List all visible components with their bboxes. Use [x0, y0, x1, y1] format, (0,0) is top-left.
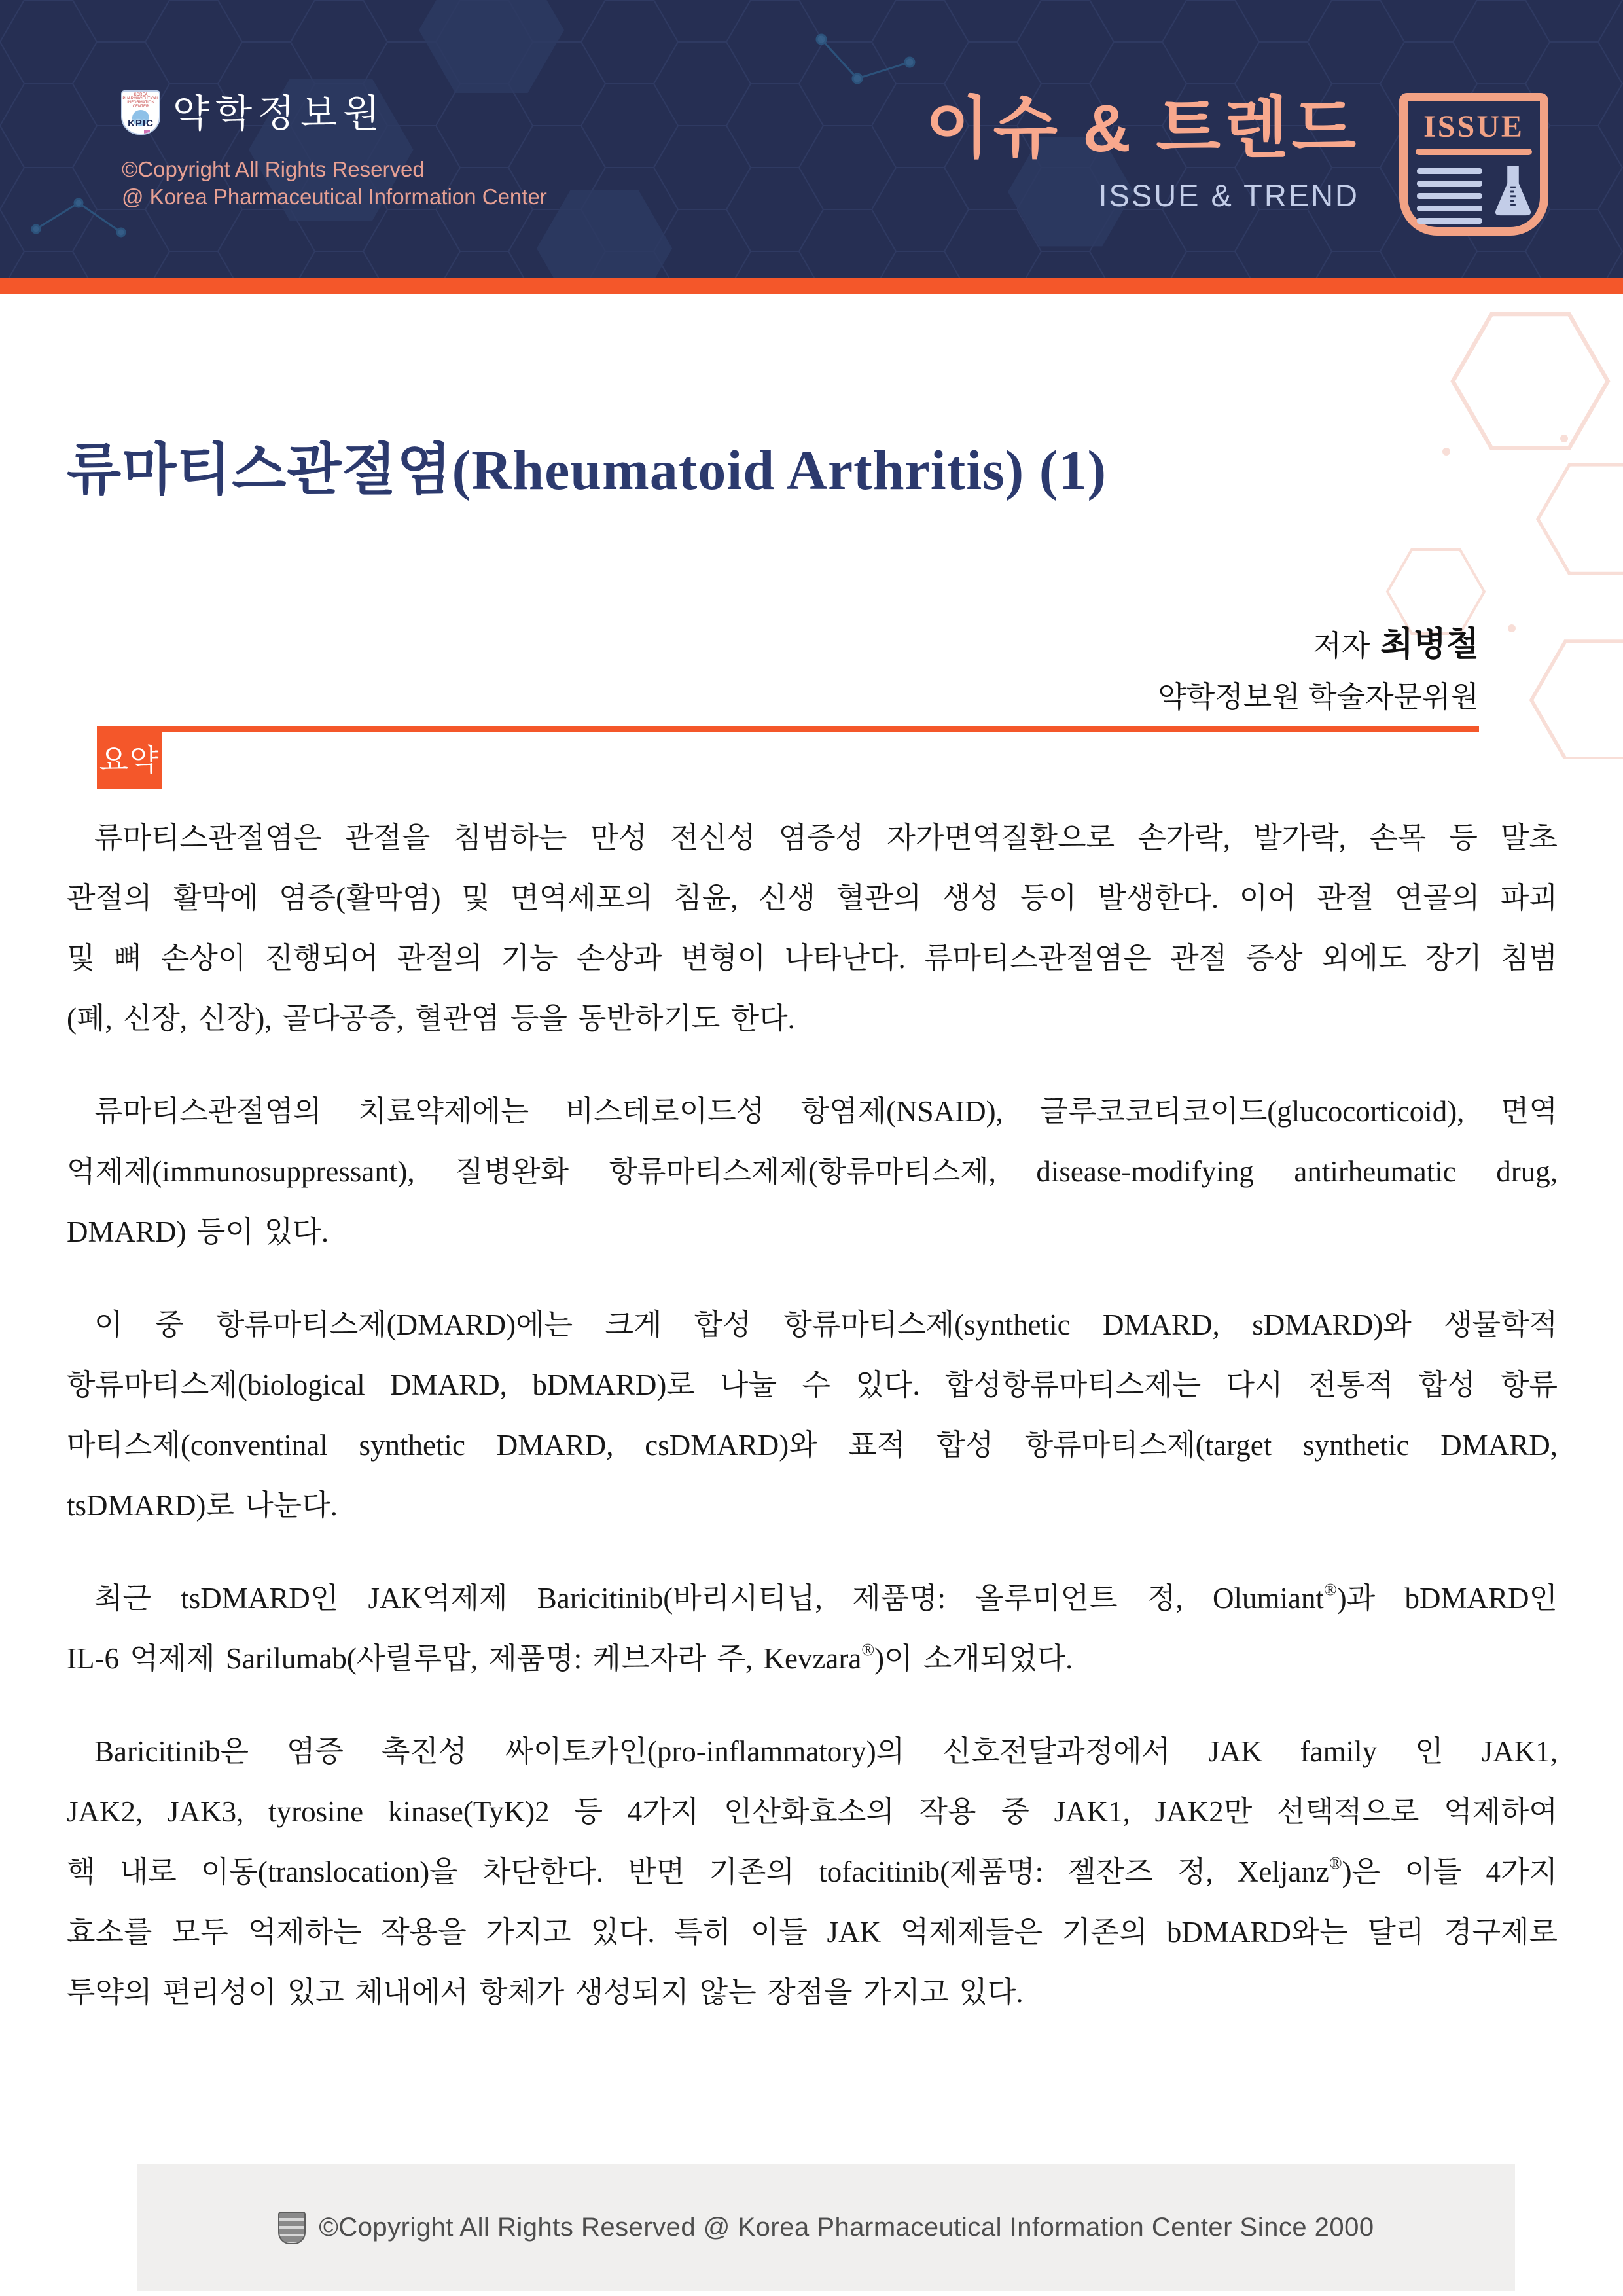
issue-badge-rule — [1416, 149, 1532, 155]
body-line: 억제제(immunosuppressant), 질병완화 항류마티스제제(항류마티스제, disease-modifying antirheumatic drug, — [67, 1155, 1558, 1188]
summary-paragraphs — [67, 808, 1558, 2022]
banner-title-korean: 이슈 & 트렌드 — [925, 91, 1359, 166]
kpic-logo-caption: KOREA PHARMACEUTICAL INFORMATION CENTER — [122, 93, 159, 109]
header-copyright — [122, 156, 547, 211]
header-copyright-line2: @ Korea Pharmaceutical Information Center — [122, 185, 547, 209]
paragraph — [67, 1568, 1558, 1689]
paragraph — [67, 1081, 1558, 1262]
kpic-logo-abbr: KPIC — [128, 118, 154, 129]
issue-badge-label: ISSUE — [1423, 109, 1524, 144]
body-line: IL-6 억제제 Sarilumab(사릴루맙, 제품명: 케브자라 주, Kevzara®)이 소개되었다. — [67, 1640, 1073, 1675]
org-name: 약학정보원 — [173, 92, 386, 135]
paragraph — [67, 808, 1558, 1049]
kpic-logo — [121, 90, 160, 135]
banner-title-english: ISSUE & TREND — [1098, 178, 1359, 213]
author-affiliation: 약학정보원 학술자문위원 — [1158, 680, 1479, 713]
body-line: JAK2, JAK3, tyrosine kinase(TyK)2 등 4가지 인산화효소의 작용 중 JAK1, JAK2만 선택적으로 억제하여 — [67, 1795, 1558, 1828]
body-line: 관절의 활막에 염증(활막염) 및 면역세포의 침윤, 신생 혈관의 생성 등이 발생한다. 이어 관절 연골의 파괴 — [67, 882, 1558, 914]
author-line — [1158, 623, 1479, 668]
body-line: 항류마티스제(biological DMARD, bDMARD)로 나눌 수 있다. 합성항류마티스제는 다시 전통적 합성 항류 — [67, 1369, 1558, 1401]
footer-shield-icon — [278, 2212, 306, 2244]
page-footer — [137, 2164, 1515, 2291]
body-line: 효소를 모두 억제하는 작용을 가지고 있다. 특히 이들 JAK 억제제들은 기존의 bDMARD와는 달리 경구제로 — [67, 1916, 1558, 1948]
page-header — [0, 0, 1623, 278]
body-line: tsDMARD)로 나눈다. — [67, 1489, 338, 1522]
author-block — [1158, 623, 1479, 716]
body-line: Baricitinib은 염증 촉진성 싸이토카인(pro-inflammatory)의 신호전달과정에서 JAK family 인 JAK1, — [94, 1735, 1558, 1768]
issue-badge-text-lines — [1417, 168, 1493, 224]
flask-icon — [1493, 164, 1533, 218]
body-line: 마티스제(conventinal synthetic DMARD, csDMARD)와 표적 합성 항류마티스제(target synthetic DMARD, — [67, 1429, 1558, 1462]
body-line: 최근 tsDMARD인 JAK억제제 Baricitinib(바리시티닙, 제품명: 올루미언트 정, Olumiant®)과 bDMARD인 — [94, 1580, 1558, 1615]
body-line: DMARD) 등이 있다. — [67, 1215, 329, 1248]
body-line: (폐, 신장, 신장), 골다공증, 혈관염 등을 동반하기도 한다. — [67, 1002, 795, 1035]
header-copyright-line1: ©Copyright All Rights Reserved — [122, 157, 425, 181]
issue-badge — [1399, 93, 1548, 236]
body-line: 류마티스관절염의 치료약제에는 비스테로이드성 항염제(NSAID), 글루코코티코이드(glucocorticoid), 면역 — [94, 1095, 1558, 1128]
author-label: 저자 — [1313, 629, 1370, 662]
footer-copyright: ©Copyright All Rights Reserved @ Korea Pharmaceutical Information Center Since 2000 — [319, 2213, 1374, 2242]
paragraph — [67, 1721, 1558, 2022]
hexagon-pattern-decoration — [0, 0, 1623, 278]
page-title: 류마티스관절염(Rheumatoid Arthritis) (1) — [67, 439, 1107, 501]
author-name: 최병철 — [1380, 626, 1479, 664]
body-line: 및 뼈 손상이 진행되어 관절의 기능 손상과 변형이 나타난다. 류마티스관절염은 관절 증상 외에도 장기 침범 — [67, 942, 1558, 975]
paragraph — [67, 1295, 1558, 1535]
body-line: 투약의 편리성이 있고 체내에서 항체가 생성되지 않는 장점을 가지고 있다. — [67, 1976, 1024, 2009]
summary-heading-badge: 요약 — [97, 726, 162, 789]
body-line: 이 중 항류마티스제(DMARD)에는 크게 합성 항류마티스제(synthetic DMARD, sDMARD)와 생물학적 — [94, 1308, 1558, 1341]
issue-badge-body — [1417, 164, 1533, 224]
summary-rule — [97, 726, 1479, 732]
body-line: 핵 내로 이동(translocation)을 차단한다. 반면 기존의 tofacitinib(제품명: 젤잔즈 정, Xeljanz®)은 이들 4가지 — [67, 1854, 1558, 1888]
body-line: 류마티스관절염은 관절을 침범하는 만성 전신성 염증성 자가면역질환으로 손가락, 발가락, 손목 등 말초 — [94, 821, 1558, 854]
